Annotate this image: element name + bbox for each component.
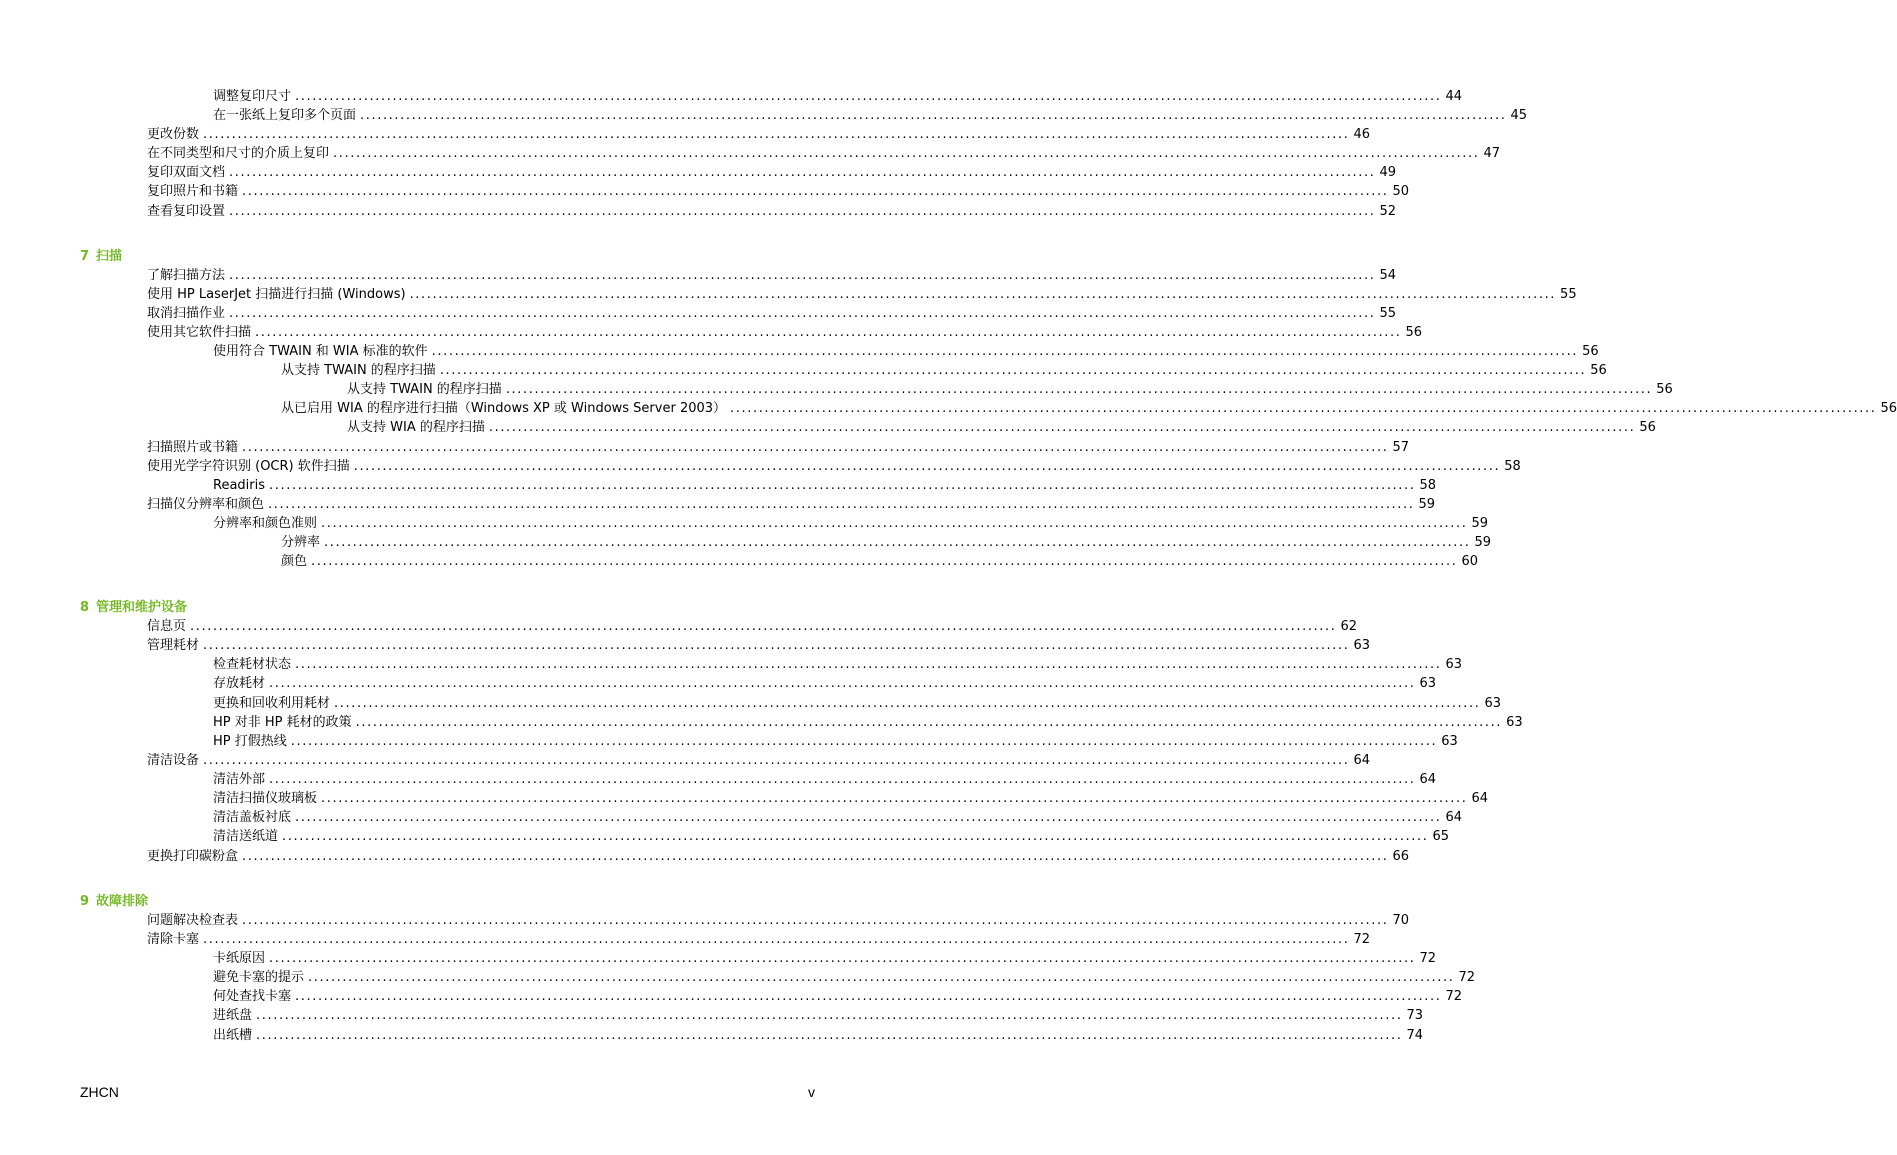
toc-entry-page: 58: [1500, 457, 1521, 476]
toc-dot-leader: ........................................................................................................................................................................................................: [242, 913, 1389, 928]
toc-entry-title: 复印照片和书籍: [147, 182, 242, 201]
toc-dot-leader: ........................................................................................................................................................................................................: [203, 932, 1350, 947]
toc-entry-title: 出纸槽: [213, 1026, 256, 1045]
toc-entry[interactable]: [213, 106, 1528, 125]
toc-entry-page: 64: [1467, 789, 1488, 808]
toc-dot-leader: ........................................................................................................................................................................................................: [229, 165, 1376, 180]
toc-entry-title: 避免卡塞的提示: [213, 968, 308, 987]
toc-entry-page: 57: [1388, 438, 1409, 457]
toc-entry[interactable]: [347, 380, 1673, 399]
toc-entry-title: 颜色: [281, 552, 311, 571]
toc-entry[interactable]: [147, 636, 1371, 655]
toc-entry-page: 46: [1349, 125, 1370, 144]
toc-entry[interactable]: [147, 847, 1410, 866]
toc-entry-page: 63: [1441, 655, 1462, 674]
toc-entry-page: 64: [1349, 751, 1370, 770]
toc-dot-leader: ........................................................................................................................................................................................................: [229, 268, 1376, 283]
footer-page-number: v: [808, 1084, 815, 1100]
footer-language-code: ZHCN: [80, 1084, 119, 1100]
toc-entry-title: 清洁盖板衬底: [213, 808, 295, 827]
toc-entry-page: 62: [1336, 617, 1357, 636]
toc-entry[interactable]: [213, 1006, 1424, 1025]
toc-entry-title: 分辨率: [281, 533, 324, 552]
toc-dot-leader: ........................................................................................................................................................................................................: [505, 382, 1653, 397]
toc-dot-leader: ........................................................................................................................................................................................................: [268, 497, 1415, 512]
toc-entry-title: 复印双面文档: [147, 163, 229, 182]
toc-entry-page: 64: [1441, 808, 1462, 827]
toc-dot-leader: ........................................................................................................................................................................................................: [431, 344, 1579, 359]
toc-entry-title: 进纸盘: [213, 1006, 256, 1025]
toc-entry-title: 从已启用 WIA 的程序进行扫描（Windows XP 或 Windows Server 2003）: [281, 399, 730, 418]
toc-entry[interactable]: [213, 732, 1458, 751]
toc-entry-title: 管理耗材: [147, 636, 203, 655]
toc-entry[interactable]: [147, 144, 1501, 163]
toc-entry[interactable]: [147, 182, 1410, 201]
toc-entry[interactable]: [281, 552, 1479, 571]
toc-dot-leader: ........................................................................................................................................................................................................: [242, 440, 1389, 455]
toc-entry-title: 了解扫描方法: [147, 266, 229, 285]
toc-entry[interactable]: [147, 285, 1577, 304]
toc-dot-leader: ........................................................................................................................................................................................................: [334, 696, 1481, 711]
toc-entry-page: 56: [1635, 418, 1656, 437]
toc-entry-title: 更换打印碳粉盒: [147, 847, 242, 866]
chapter-number: 7: [80, 249, 90, 264]
toc-entry-title: 调整复印尺寸: [213, 87, 295, 106]
toc-entry-page: 58: [1415, 476, 1436, 495]
toc-dot-leader: ........................................................................................................................................................................................................: [255, 325, 1402, 340]
toc-entry[interactable]: [147, 438, 1410, 457]
toc-entry[interactable]: [213, 342, 1599, 361]
toc-dot-leader: ........................................................................................................................................................................................................: [488, 420, 1636, 435]
toc-entry-page: 72: [1454, 968, 1475, 987]
toc-entry-title: 扫描仪分辨率和颜色: [147, 495, 268, 514]
toc-dot-leader: ........................................................................................................................................................................................................: [229, 204, 1376, 219]
toc-entry-title: 清洁扫描仪玻璃板: [213, 789, 321, 808]
toc-entry-page: 49: [1375, 163, 1396, 182]
toc-entry-title: 取消扫描作业: [147, 304, 229, 323]
toc-entry-title: 使用光学字符识别 (OCR) 软件扫描: [147, 457, 354, 476]
toc-entry-page: 54: [1375, 266, 1396, 285]
toc-entry-title: 信息页: [147, 617, 190, 636]
toc-entry-page: 63: [1480, 694, 1501, 713]
toc-entry-title: 从支持 TWAIN 的程序扫描: [281, 361, 440, 380]
toc-entry-title: 更换和回收利用耗材: [213, 694, 334, 713]
chapter-title: 管理和维护设备: [96, 600, 188, 615]
toc-entry-page: 52: [1375, 202, 1396, 221]
toc-entry-title: 在一张纸上复印多个页面: [213, 106, 360, 125]
toc-entry-title: 问题解决检查表: [147, 911, 242, 930]
toc-dot-leader: ........................................................................................................................................................................................................: [203, 753, 1350, 768]
toc-entry[interactable]: [147, 266, 1397, 285]
toc-entry-page: 47: [1479, 144, 1500, 163]
toc-entry-title: 存放耗材: [213, 674, 269, 693]
toc-dot-leader: ........................................................................................................................................................................................................: [311, 554, 1458, 569]
toc-dot-leader: ........................................................................................................................................................................................................: [355, 715, 1503, 730]
toc-entry-page: 60: [1457, 552, 1478, 571]
toc-entry-page: 72: [1415, 949, 1436, 968]
toc-dot-leader: ........................................................................................................................................................................................................: [242, 849, 1389, 864]
chapter-heading: [80, 892, 148, 912]
toc-dot-leader: ........................................................................................................................................................................................................: [229, 306, 1376, 321]
toc-entry[interactable]: [213, 1026, 1424, 1045]
toc-entry-page: 44: [1441, 87, 1462, 106]
toc-entry-page: 59: [1414, 495, 1435, 514]
toc-entry[interactable]: [213, 808, 1463, 827]
toc-entry[interactable]: [213, 789, 1489, 808]
toc-entry[interactable]: [147, 202, 1397, 221]
toc-entry-title: 在不同类型和尺寸的介质上复印: [147, 144, 333, 163]
toc-entry[interactable]: [213, 770, 1437, 789]
toc-dot-leader: ........................................................................................................................................................................................................: [295, 657, 1442, 672]
toc-dot-leader: ........................................................................................................................................................................................................: [333, 146, 1480, 161]
toc-entry-page: 56: [1652, 380, 1673, 399]
toc-entry[interactable]: [213, 968, 1476, 987]
chapter-number: 8: [80, 600, 90, 615]
toc-dot-leader: ........................................................................................................................................................................................................: [203, 127, 1350, 142]
toc-entry-page: 66: [1388, 847, 1409, 866]
toc-entry-page: 70: [1388, 911, 1409, 930]
toc-dot-leader: ........................................................................................................................................................................................................: [269, 951, 1416, 966]
toc-entry[interactable]: [281, 533, 1492, 552]
toc-entry-page: 74: [1402, 1026, 1423, 1045]
toc-dot-leader: ........................................................................................................................................................................................................: [321, 516, 1468, 531]
toc-entry-title: 扫描照片或书籍: [147, 438, 242, 457]
toc-entry[interactable]: [213, 987, 1463, 1006]
toc-dot-leader: ........................................................................................................................................................................................................: [290, 734, 1438, 749]
toc-entry-title: 查看复印设置: [147, 202, 229, 221]
toc-entry[interactable]: [147, 163, 1397, 182]
toc-entry-page: 72: [1441, 987, 1462, 1006]
toc-dot-leader: ........................................................................................................................................................................................................: [308, 970, 1455, 985]
toc-dot-leader: ........................................................................................................................................................................................................: [269, 478, 1416, 493]
toc-dot-leader: ........................................................................................................................................................................................................: [190, 619, 1337, 634]
toc-entry-page: 63: [1415, 674, 1436, 693]
toc-entry[interactable]: [147, 323, 1423, 342]
toc-entry-title: 分辨率和颜色准则: [213, 514, 321, 533]
toc-dot-leader: ........................................................................................................................................................................................................: [269, 676, 1416, 691]
toc-entry-title: HP 打假热线: [213, 732, 291, 751]
toc-entry[interactable]: [281, 399, 1897, 418]
toc-dot-leader: ........................................................................................................................................................................................................: [353, 459, 1501, 474]
toc-entry-title: 检查耗材状态: [213, 655, 295, 674]
toc-entry-title: 从支持 WIA 的程序扫描: [347, 418, 489, 437]
toc-entry[interactable]: [213, 827, 1450, 846]
toc-entry-page: 73: [1402, 1006, 1423, 1025]
toc-entry-page: 64: [1415, 770, 1436, 789]
toc-entry[interactable]: [213, 713, 1523, 732]
toc-entry[interactable]: [347, 418, 1656, 437]
toc-entry-title: 从支持 TWAIN 的程序扫描: [347, 380, 506, 399]
toc-entry[interactable]: [147, 457, 1521, 476]
toc-dot-leader: ........................................................................................................................................................................................................: [360, 108, 1507, 123]
toc-entry-title: 清除卡塞: [147, 930, 203, 949]
toc-dot-leader: ........................................................................................................................................................................................................: [295, 989, 1442, 1004]
toc-entry[interactable]: [213, 694, 1502, 713]
toc-dot-leader: ........................................................................................................................................................................................................: [242, 184, 1389, 199]
toc-entry-title: 使用符合 TWAIN 和 WIA 标准的软件: [213, 342, 432, 361]
toc-entry-page: 55: [1556, 285, 1577, 304]
toc-dot-leader: ........................................................................................................................................................................................................: [282, 829, 1429, 844]
toc-entry[interactable]: [147, 495, 1436, 514]
toc-dot-leader: ........................................................................................................................................................................................................: [321, 791, 1468, 806]
chapter-title: 故障排除: [96, 894, 149, 909]
chapter-heading: [80, 598, 187, 618]
toc-dot-leader: ........................................................................................................................................................................................................: [324, 535, 1471, 550]
toc-dot-leader: ........................................................................................................................................................................................................: [439, 363, 1587, 378]
toc-entry-page: 56: [1586, 361, 1607, 380]
toc-entry[interactable]: [213, 655, 1463, 674]
toc-entry-title: 何处查找卡塞: [213, 987, 295, 1006]
toc-entry-title: 清洁设备: [147, 751, 203, 770]
toc-entry-page: 56: [1578, 342, 1599, 361]
toc-entry-title: 使用其它软件扫描: [147, 323, 255, 342]
toc-entry-page: 65: [1428, 827, 1449, 846]
chapter-number: 9: [80, 894, 90, 909]
toc-entry-page: 63: [1437, 732, 1458, 751]
toc-entry[interactable]: [147, 617, 1358, 636]
toc-entry-page: 56: [1877, 399, 1897, 418]
toc-entry[interactable]: [213, 514, 1489, 533]
toc-dot-leader: ........................................................................................................................................................................................................: [409, 287, 1557, 302]
chapter-title: 扫描: [96, 249, 123, 264]
toc-dot-leader: ........................................................................................................................................................................................................: [256, 1028, 1403, 1043]
toc-entry[interactable]: [281, 361, 1607, 380]
chapter-heading: [80, 247, 122, 267]
toc-entry[interactable]: [147, 125, 1371, 144]
toc-entry-title: Readiris: [213, 476, 269, 495]
toc-entry-page: 56: [1401, 323, 1422, 342]
toc-entry-page: 45: [1506, 106, 1527, 125]
toc-entry-page: 63: [1349, 636, 1370, 655]
toc-entry-title: 使用 HP LaserJet 扫描进行扫描 (Windows): [147, 285, 410, 304]
toc-entry[interactable]: [213, 949, 1437, 968]
toc-dot-leader: ........................................................................................................................................................................................................: [203, 638, 1350, 653]
toc-entry-page: 72: [1349, 930, 1370, 949]
toc-entry[interactable]: [147, 911, 1410, 930]
toc-entry-title: 清洁送纸道: [213, 827, 282, 846]
toc-entry-title: 清洁外部: [213, 770, 269, 789]
toc-entry-page: 55: [1375, 304, 1396, 323]
toc-entry[interactable]: [147, 304, 1397, 323]
toc-entry-page: 59: [1470, 533, 1491, 552]
toc-entry-page: 59: [1467, 514, 1488, 533]
toc-entry-page: 63: [1502, 713, 1523, 732]
toc-entry[interactable]: [213, 87, 1463, 106]
toc-dot-leader: ........................................................................................................................................................................................................: [269, 772, 1416, 787]
toc-dot-leader: ........................................................................................................................................................................................................: [730, 401, 1877, 416]
toc-entry[interactable]: [213, 674, 1437, 693]
toc-entry[interactable]: [213, 476, 1437, 495]
toc-dot-leader: ........................................................................................................................................................................................................: [295, 89, 1442, 104]
toc-dot-leader: ........................................................................................................................................................................................................: [256, 1008, 1403, 1023]
toc-entry[interactable]: [147, 930, 1371, 949]
toc-entry[interactable]: [147, 751, 1371, 770]
toc-entry-title: HP 对非 HP 耗材的政策: [213, 713, 356, 732]
toc-dot-leader: ........................................................................................................................................................................................................: [295, 810, 1442, 825]
toc-entry-title: 卡纸原因: [213, 949, 269, 968]
toc-entry-title: 更改份数: [147, 125, 203, 144]
toc-entry-page: 50: [1388, 182, 1409, 201]
